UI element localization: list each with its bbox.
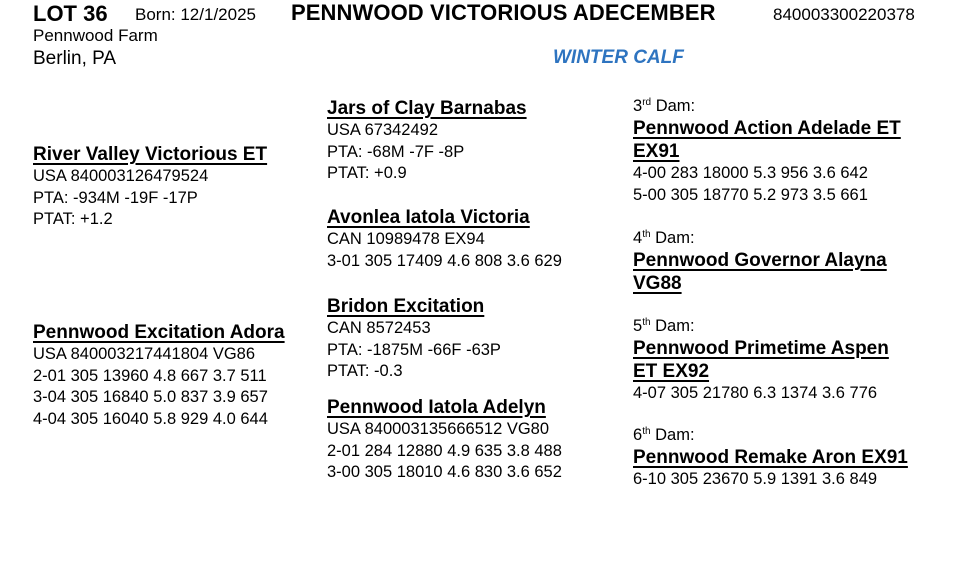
dam-sire-registration: CAN 8572453	[327, 319, 431, 337]
farm-location: Berlin, PA	[33, 48, 117, 69]
dam-record: 3-04 305 16840 5.0 837 3.9 657	[33, 388, 268, 406]
lot-number: LOT 36	[33, 1, 108, 26]
dam-dam-record: 2-01 284 12880 4.9 635 3.8 488	[327, 441, 562, 460]
fourth-dam-label: 4th Dam:	[633, 229, 695, 247]
sire-sire-name: Jars of Clay Barnabas	[327, 98, 527, 119]
sire-ptat: PTAT: +1.2	[33, 210, 113, 228]
born-date: Born: 12/1/2025	[135, 5, 256, 24]
dam-dam-name: Pennwood Iatola Adelyn	[327, 397, 546, 418]
dam-sire-pta: PTA: -1875M -66F -63P	[327, 340, 501, 359]
registration-number: 840003300220378	[773, 5, 915, 24]
farm-name: Pennwood Farm	[33, 26, 158, 45]
sire-sire-pta: PTA: -68M -7F -8P	[327, 142, 465, 161]
dam-block	[33, 321, 285, 430]
dam-dam-record: 3-00 305 18010 4.6 830 3.6 652	[327, 463, 562, 481]
sixth-dam-record: 6-10 305 23670 5.9 1391 3.6 849	[633, 470, 878, 488]
sire-dam-record: 3-01 305 17409 4.6 808 3.6 629	[327, 251, 562, 270]
sire-dam-block	[327, 206, 562, 272]
sire-name: River Valley Victorious ET	[33, 144, 268, 165]
sixth-dam-label: 6th Dam:	[633, 426, 695, 444]
dam-sire-name: Bridon Excitation	[327, 296, 485, 317]
sire-block	[33, 143, 267, 231]
dam-sire-ptat: PTAT: -0.3	[327, 362, 403, 380]
fifth-dam-block	[633, 315, 889, 405]
fifth-dam-record: 4-07 305 21780 6.3 1374 3.6 776	[633, 384, 878, 402]
calf-class: WINTER CALF	[553, 47, 684, 68]
third-dam-label: 3rd Dam:	[633, 97, 696, 115]
fifth-dam-name: Pennwood Primetime Aspen	[633, 338, 889, 359]
sire-sire-block	[327, 97, 527, 185]
dam-dam-registration: USA 840003135666512 VG80	[327, 420, 550, 438]
fourth-dam-name: Pennwood Governor Alayna	[633, 250, 887, 271]
sire-sire-registration: USA 67342492	[327, 121, 439, 139]
fourth-dam-block	[633, 227, 887, 295]
dam-name: Pennwood Excitation Adora	[33, 322, 285, 343]
third-dam-record: 5-00 305 18770 5.2 973 3.5 661	[633, 185, 868, 204]
fifth-dam-label: 5th Dam:	[633, 317, 695, 335]
third-dam-name: Pennwood Action Adelade ET	[633, 118, 901, 139]
dam-record: 2-01 305 13960 4.8 667 3.7 511	[33, 366, 267, 385]
sire-dam-registration: CAN 10989478 EX94	[327, 230, 485, 248]
animal-title: PENNWOOD VICTORIOUS ADECEMBER	[291, 0, 716, 25]
fifth-dam-classification: ET EX92	[633, 361, 710, 382]
sixth-dam-name: Pennwood Remake Aron EX91	[633, 447, 908, 468]
third-dam-block	[633, 95, 901, 206]
dam-registration: USA 840003217441804 VG86	[33, 345, 256, 363]
third-dam-classification: EX91	[633, 141, 680, 162]
dam-dam-block	[327, 396, 562, 484]
sire-dam-name: Avonlea Iatola Victoria	[327, 207, 530, 228]
fourth-dam-classification: VG88	[633, 273, 682, 294]
third-dam-record: 4-00 283 18000 5.3 956 3.6 642	[633, 164, 868, 182]
dam-sire-block	[327, 295, 501, 383]
sire-pta: PTA: -934M -19F -17P	[33, 188, 198, 207]
sire-registration: USA 840003126479524	[33, 167, 209, 185]
sixth-dam-block	[633, 424, 908, 491]
sire-sire-ptat: PTAT: +0.9	[327, 164, 407, 182]
dam-record: 4-04 305 16040 5.8 929 4.0 644	[33, 409, 268, 428]
